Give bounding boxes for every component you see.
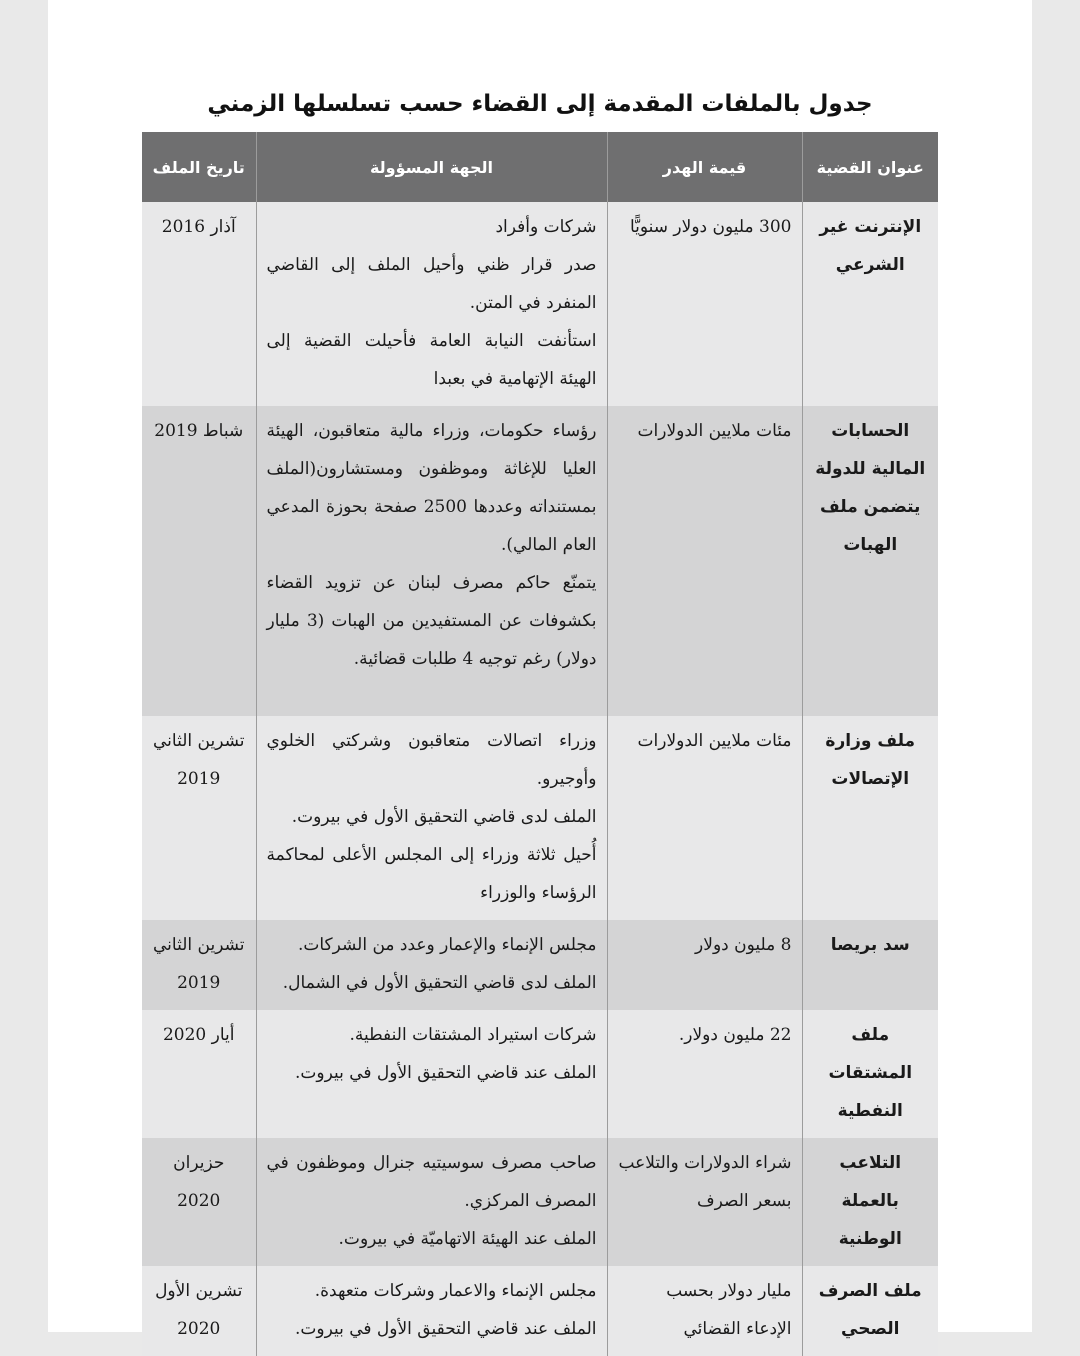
loss-value: 22 مليون دولار.	[607, 1010, 802, 1138]
responsible-line: الملف لدى قاضي التحقيق الأول في الشمال.	[282, 973, 597, 993]
case-title: ملف الصرف الصحي	[802, 1266, 938, 1356]
file-date: حزيران 2020	[142, 1138, 256, 1266]
responsible-line: الملف عند الهيئة الاتهاميّة في بيروت.	[338, 1229, 597, 1249]
file-date: آذار 2016	[142, 202, 256, 406]
loss-value: مليار دولار بحسب الإدعاء القضائي	[607, 1266, 802, 1356]
responsible-line: وزراء اتصالات متعاقبون وشركتي الخلوي وأوجيرو.	[266, 731, 597, 789]
table-row	[142, 920, 938, 1010]
responsible-party	[256, 406, 607, 716]
responsible-line: شركات وأفراد	[495, 217, 597, 237]
file-date: تشرين الثاني 2019	[142, 716, 256, 920]
responsible-line: صاحب مصرف سوسيتيه جنرال وموظفون في المصرف المركزي.	[266, 1153, 597, 1211]
responsible-line: مجلس الإنماء والإعمار وعدد من الشركات.	[297, 935, 597, 955]
case-title: ملف وزارة الإتصالات	[802, 716, 938, 920]
header-loss: قيمة الهدر	[607, 132, 802, 202]
header-date: تاريخ الملف	[142, 132, 256, 202]
responsible-line: استأنفت النيابة العامة فأحيلت القضية إلى الهيئة الإتهامية في بعبدا	[266, 331, 597, 389]
responsible-line: أُحيل ثلاثة وزراء إلى المجلس الأعلى لمحاكمة الرؤساء والوزراء	[266, 845, 597, 903]
table-row	[142, 716, 938, 920]
cases-table	[142, 132, 938, 1356]
file-date: تشرين الأول 2020	[142, 1266, 256, 1356]
header-responsible: الجهة المسؤولة	[256, 132, 607, 202]
loss-value: مئات ملايين الدولارات	[607, 716, 802, 920]
responsible-line: الملف لدى قاضي التحقيق الأول في بيروت.	[291, 807, 597, 827]
case-title: الإنترنت غير الشرعي	[802, 202, 938, 406]
table-row	[142, 1010, 938, 1138]
loss-value: مئات ملايين الدولارات	[607, 406, 802, 716]
responsible-line: صدر قرار ظني وأحيل الملف إلى القاضي المنفرد في المتن.	[266, 255, 597, 313]
table-header-row	[142, 132, 938, 202]
responsible-party	[256, 920, 607, 1010]
case-title: التلاعب بالعملة الوطنية	[802, 1138, 938, 1266]
table-row	[142, 406, 938, 716]
responsible-line: الملف عند قاضي التحقيق الأول في بيروت.	[294, 1319, 597, 1339]
table-row	[142, 1266, 938, 1356]
file-date: شباط 2019	[142, 406, 256, 716]
responsible-party	[256, 1266, 607, 1356]
loss-value: 300 مليون دولار سنويًّا	[607, 202, 802, 406]
file-date: تشرين الثاني 2019	[142, 920, 256, 1010]
responsible-line: مجلس الإنماء والاعمار وشركات متعهدة.	[314, 1281, 597, 1301]
responsible-party	[256, 202, 607, 406]
responsible-party	[256, 1138, 607, 1266]
responsible-party	[256, 716, 607, 920]
responsible-party	[256, 1010, 607, 1138]
responsible-line: رؤساء حكومات، وزراء مالية متعاقبون، الهيئة العليا للإغاثة وموظفون ومستشارون(الملف بمستنداته وعددها 2500 صفحة بحوزة المدعي العام المالي).	[266, 421, 597, 555]
header-case: عنوان القضية	[802, 132, 938, 202]
responsible-line: الملف عند قاضي التحقيق الأول في بيروت.	[294, 1063, 597, 1083]
loss-value: شراء الدولارات والتلاعب بسعر الصرف	[607, 1138, 802, 1266]
page-title: جدول بالملفات المقدمة إلى القضاء حسب تسلسلها الزمني	[207, 91, 873, 117]
loss-value: 8 مليون دولار	[607, 920, 802, 1010]
responsible-line: شركات استيراد المشتقات النفطية.	[349, 1025, 597, 1045]
table-row	[142, 202, 938, 406]
case-title: ملف المشتقات النفطية	[802, 1010, 938, 1138]
file-date: أيار 2020	[142, 1010, 256, 1138]
responsible-line: يتمنّع حاكم مصرف لبنان عن تزويد القضاء بكشوفات عن المستفيدين من الهبات (3 مليار دولار) رغم توجيه 4 طلبات قضائية.	[266, 573, 597, 669]
case-title: سد بريصا	[802, 920, 938, 1010]
table-row	[142, 1138, 938, 1266]
case-title: الحسابات المالية للدولة يتضمن ملف الهبات	[802, 406, 938, 716]
